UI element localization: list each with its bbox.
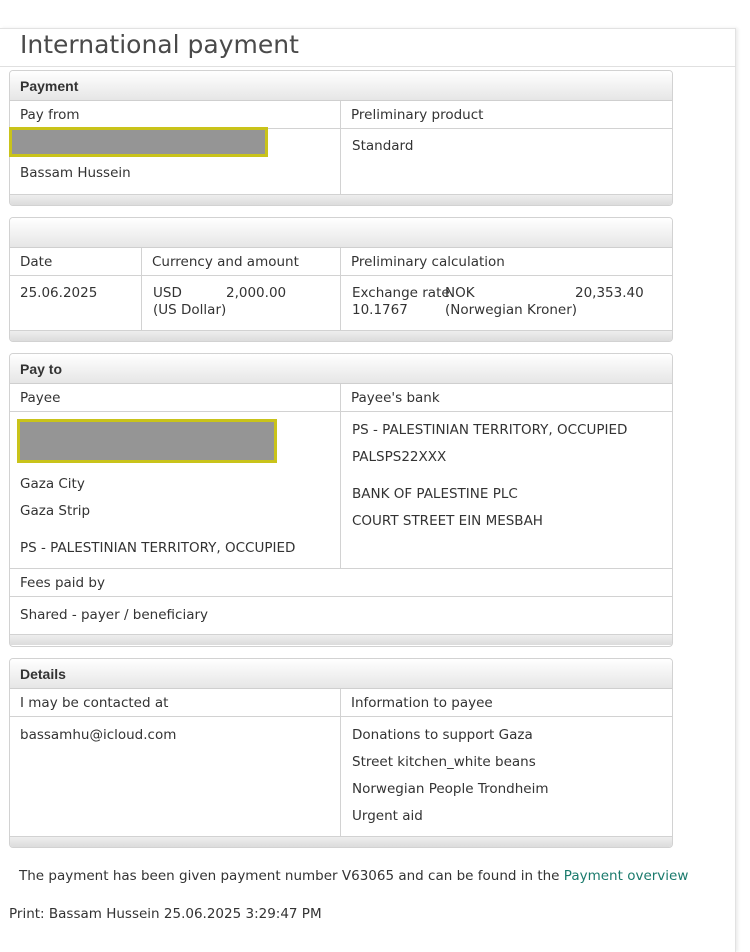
fees-head-row [10,569,672,597]
contact-label: I may be contacted at [10,689,341,717]
exchange-rate-value: 10.1767 [352,302,408,318]
details-panel-header: Details [10,659,672,689]
info-line: Urgent aid [352,808,423,824]
title-divider [0,66,736,67]
product-label: Preliminary product [341,101,672,129]
bank-swift: PALSPS22XXX [352,449,447,465]
bank-street: COURT STREET EIN MESBAH [352,513,543,529]
info-label: Information to payee [341,689,672,717]
details-panel-footer [10,836,672,847]
currency-code: USD [153,285,182,301]
fees-value: Shared - payer / beneficiary [20,607,209,623]
info-line: Donations to support Gaza [352,727,533,743]
info-line: Street kitchen_white beans [352,754,536,770]
currency-label: Currency and amount [142,248,341,276]
bank-country: PS - PALESTINIAN TERRITORY, OCCUPIED [352,422,628,438]
payee-country: PS - PALESTINIAN TERRITORY, OCCUPIED [20,540,296,556]
pay-to-panel-header: Pay to [10,354,672,384]
redacted-payee [17,419,277,463]
payment-overview-link[interactable]: Payment overview [563,868,689,884]
pay-from-label: Pay from [10,101,341,129]
contact-email: bassamhu@icloud.com [20,727,177,743]
details-head-row [10,689,672,717]
payment-panel-footer [10,194,672,205]
redacted-account [9,127,268,157]
payment-head-row [10,101,672,129]
fees-label: Fees paid by [10,569,672,597]
calc-head-row [10,248,672,276]
target-currency-name: (Norwegian Kroner) [445,302,578,318]
page-title: International payment [20,30,299,59]
calc-label: Preliminary calculation [341,248,672,276]
payer-name: Bassam Hussein [20,165,131,181]
product-value: Standard [352,138,414,154]
confirmation-text: The payment has been given payment number V63065 and can be found in the [19,868,560,884]
details-panel [9,658,673,848]
calculation-panel-header [10,218,672,248]
calculation-panel [9,217,673,342]
calculation-panel-footer [10,330,672,341]
bank-label: Payee's bank [341,384,672,412]
payee-label: Payee [10,384,341,412]
date-value: 25.06.2025 [20,285,98,301]
exchange-rate-label: Exchange rate [352,285,450,301]
currency-name: (US Dollar) [153,302,227,318]
pay-to-panel [9,353,673,647]
amount-value: 2,000.00 [226,285,287,301]
info-line: Norwegian People Trondheim [352,781,549,797]
target-currency: NOK [445,285,475,301]
bank-name: BANK OF PALESTINE PLC [352,486,518,502]
pay-to-panel-footer [10,634,672,645]
payee-region: Gaza Strip [20,503,91,519]
payment-panel-header: Payment [10,71,672,101]
payee-city: Gaza City [20,476,85,492]
confirmation-message [19,868,688,884]
date-label: Date [10,248,142,276]
print-line: Print: Bassam Hussein 25.06.2025 3:29:47 PM [9,906,322,922]
target-amount: 20,353.40 [575,285,644,301]
pay-to-head-row [10,384,672,412]
